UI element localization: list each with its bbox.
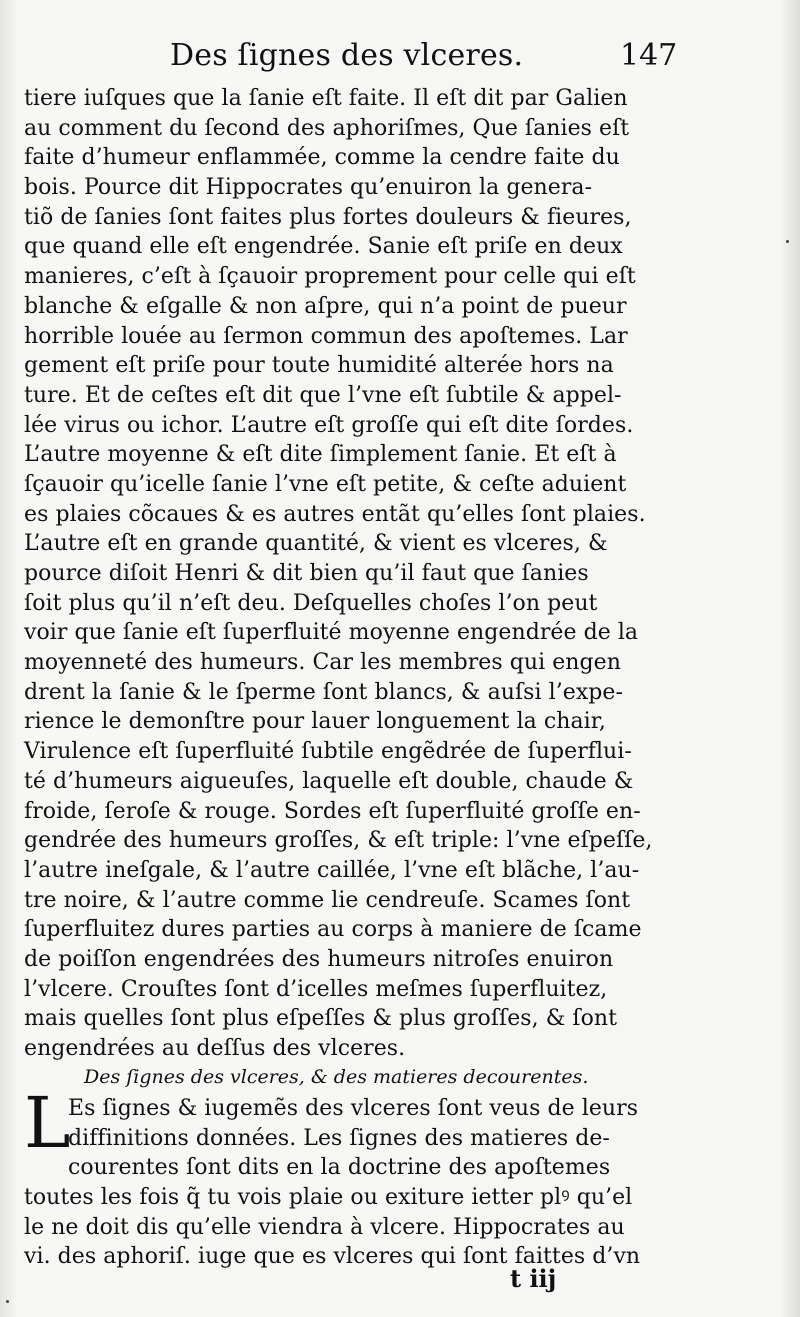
text-line: l’vlcere. Crouſtes ſont d’icelles meſmes ſuperfluitez,	[24, 976, 608, 1002]
text-line: ſoit plus qu’il n’eſt deu. Deſquelles choſes l’on peut	[24, 590, 598, 616]
drop-cap: L	[24, 1082, 71, 1164]
text-line: té d’humeurs aigueuſes, laquelle eſt double, chaude &	[24, 768, 634, 794]
text-line: vi. des aphoriſ. iuge que es vlceres qui ſont faittes d’vn	[24, 1244, 641, 1270]
text-line: Virulence eſt ſuperfluité ſubtile engẽdrée de ſuperflui-	[24, 739, 632, 765]
page-number: 147	[620, 38, 678, 73]
text-line: faite d’humeur enflammée, comme la cendre faite du	[24, 145, 620, 171]
text-line: rience le demonſtre pour lauer longuement la chair,	[24, 709, 606, 735]
ink-speck	[786, 240, 789, 243]
text-line: manieres, c’eſt à ſçauoir proprement pour celle qui eſt	[24, 264, 636, 290]
section-heading: Des ſignes des vlceres, & des matieres decourentes.	[84, 1066, 589, 1088]
text-line: que quand elle eſt engendrée. Sanie eſt priſe en deux	[24, 234, 623, 260]
text-line: ſuperfluitez dures parties au corps à maniere de ſcame	[24, 917, 642, 943]
text-line: ture. Et de ceſtes eſt dit que l’vne eſt ſubtile & appel-	[24, 382, 622, 408]
text-line: blanche & eſgalle & non aſpre, qui n’a point de pueur	[24, 293, 627, 319]
text-line: diffinitions données. Les ſignes des matieres de-	[68, 1125, 610, 1151]
text-line: moyenneté des humeurs. Car les membres qui engen	[24, 650, 621, 676]
text-line: tre noire, & l’autre comme lie cendreuſe. Scames ſont	[24, 887, 631, 913]
text-line: gendrée des humeurs groſſes, & eſt triple: l’vne eſpeſſe,	[24, 828, 653, 854]
text-line: L’autre moyenne & eſt dite ſimplement ſanie. Et eſt à	[24, 442, 617, 468]
running-head: Des ſignes des vlceres.	[170, 38, 524, 73]
text-line: courentes ſont dits en la doctrine des apoſtemes	[68, 1155, 611, 1181]
text-line: engendrées au deſſus des vlceres.	[24, 1036, 406, 1061]
text-line: horrible louée au ſermon commun des apoſtemes. Lar	[24, 323, 628, 349]
text-line: de poiſſon engendrées des humeurs nitroſes enuiron	[24, 946, 614, 972]
text-line: tiere iuſques que la ſanie eſt faite. Il eſt dit par Galien	[24, 86, 628, 111]
ink-speck	[6, 1300, 9, 1303]
text-line: pource diſoit Henri & dit bien qu’il faut que ſanies	[24, 561, 589, 586]
text-line: le ne doit dis qu’elle viendra à vlcere. Hippocrates au	[24, 1214, 625, 1240]
text-line: L’autre eſt en grande quantité, & vient es vlceres, &	[24, 531, 608, 557]
text-line: l’autre ineſgale, & l’autre caillée, l’vne eſt blãche, l’au-	[24, 857, 640, 883]
text-line: es plaies cõcaues & es autres entãt qu’elles ſont plaies.	[24, 501, 646, 527]
page-header	[0, 38, 800, 82]
text-line: toutes les fois q̃ tu vois plaie ou exiture ietter plꝰ qu’el	[24, 1185, 633, 1211]
text-line: ſçauoir qu’icelle ſanie l’vne eſt petite, & ceſte aduient	[24, 471, 627, 497]
text-line: voir que ſanie eſt ſuperfluité moyenne engendrée de la	[24, 620, 639, 646]
body-text	[24, 84, 684, 1064]
text-line: mais quelles ſont plus eſpeſſes & plus groſſes, & ſont	[24, 1006, 618, 1032]
text-line: bois. Pource dit Hippocrates qu’enuiron la genera-	[24, 175, 593, 201]
section-text	[24, 1094, 684, 1272]
signature-mark: t iij	[510, 1264, 557, 1293]
text-line: au comment du ſecond des aphoriſmes, Que ſanies eſt	[24, 115, 630, 141]
text-line: drent la ſanie & le ſperme ſont blancs, & auſsi l’expe-	[24, 679, 623, 705]
text-line: gement eſt priſe pour toute humidité alterée hors na	[24, 353, 614, 379]
text-line: Es ſignes & iugemẽs des vlceres ſont veus de leurs	[68, 1096, 639, 1121]
text-line: froide, ſeroſe & rouge. Sordes eſt ſuperfluité groſſe en-	[24, 798, 641, 824]
text-line: tiõ de ſanies ſont faites plus fortes douleurs & fieures,	[24, 204, 632, 230]
text-line: lée virus ou ichor. L’autre eſt groſſe qui eſt dite ſordes.	[24, 412, 634, 438]
